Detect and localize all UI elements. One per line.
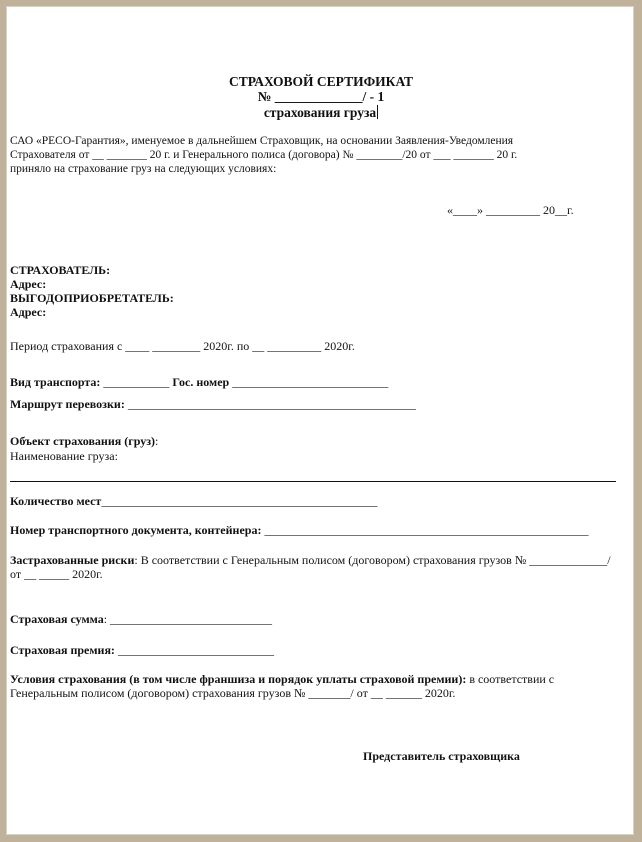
premium-blank: __________________________ bbox=[114, 643, 274, 657]
route-label: Маршрут перевозки: bbox=[10, 397, 125, 411]
places-blank: ______________________________________________ bbox=[101, 494, 378, 508]
certificate-number: № _____________/ - 1 bbox=[257, 89, 385, 104]
risks-date-line: от __ _____ 2020г. bbox=[10, 567, 103, 581]
plate-blank: __________________________ bbox=[229, 375, 389, 389]
beneficiary-address-label: Адрес: bbox=[10, 305, 47, 319]
premium-label: Страховая премия: bbox=[10, 643, 115, 657]
text-cursor bbox=[377, 105, 378, 119]
document-title: СТРАХОВОЙ СЕРТИФИКАТ bbox=[228, 74, 414, 89]
representative-label: Представитель страховщика bbox=[363, 749, 520, 763]
insurance-object-line bbox=[10, 434, 158, 448]
transport-blank: ___________ bbox=[100, 375, 173, 389]
insured-risks-line bbox=[10, 553, 611, 567]
beneficiary-label: ВЫГОДОПРИОБРЕТАТЕЛЬ: bbox=[10, 291, 174, 305]
conditions-text: в соответствии с bbox=[466, 672, 555, 686]
sum-insured-label: Страховая сумма bbox=[10, 612, 104, 626]
transport-document-line bbox=[10, 523, 588, 537]
cargo-name-rule bbox=[10, 481, 616, 482]
document-subtitle[interactable] bbox=[7, 105, 635, 120]
conditions-label: Условия страхования (в том числе франшиза и порядок уплаты страховой премии): bbox=[10, 672, 467, 686]
transport-document-label: Номер транспортного документа, контейнера: bbox=[10, 523, 262, 537]
places-label: Количество мест bbox=[10, 494, 102, 508]
transport-label: Вид транспорта: bbox=[10, 375, 101, 389]
places-line bbox=[10, 494, 377, 508]
plate-label: Гос. номер bbox=[172, 375, 230, 389]
issue-date-line: «____» _________ 20__г. bbox=[447, 203, 574, 217]
route-line bbox=[10, 397, 416, 411]
risks-text: : В соответствии с Генеральным полисом (договором) страхования грузов № _____________/ bbox=[134, 553, 611, 567]
sum-insured-line bbox=[10, 612, 272, 626]
transport-document-blank: ______________________________________________________ bbox=[261, 523, 589, 537]
object-label: Объект страхования (груз) bbox=[10, 434, 156, 448]
risks-label: Застрахованные риски bbox=[10, 553, 135, 567]
object-colon: : bbox=[155, 434, 159, 448]
intro-paragraph bbox=[10, 134, 622, 176]
intro-line-2: Страхователя от __ _______ 20 г. и Генерального полиса (договора) № ________/20 от ___ _______ 20 г. bbox=[10, 149, 518, 161]
insurer-label: СТРАХОВАТЕЛЬ: bbox=[10, 263, 111, 277]
subtitle-text: страхования груза bbox=[263, 105, 377, 120]
insurer-address-label: Адрес: bbox=[10, 277, 47, 291]
certificate-page bbox=[6, 6, 634, 835]
insurance-period-line: Период страхования с ____ ________ 2020г. по __ _________ 2020г. bbox=[10, 339, 355, 353]
sum-insured-blank: : ___________________________ bbox=[103, 612, 273, 626]
cargo-name-label: Наименование груза: bbox=[10, 449, 118, 463]
premium-line bbox=[10, 643, 274, 657]
conditions-policy-line: Генеральным полисом (договором) страхования грузов № _______/ от __ ______ 2020г. bbox=[10, 686, 456, 700]
conditions-line bbox=[10, 672, 554, 686]
intro-line-1: САО «РЕСО-Гарантия», именуемое в дальнейшем Страховщик, на основании Заявления-Уведомления bbox=[10, 135, 514, 147]
route-blank: ________________________________________________ bbox=[124, 397, 416, 411]
intro-line-3: приняло на страхование груз на следующих условиях: bbox=[10, 163, 277, 175]
transport-line bbox=[10, 375, 388, 389]
